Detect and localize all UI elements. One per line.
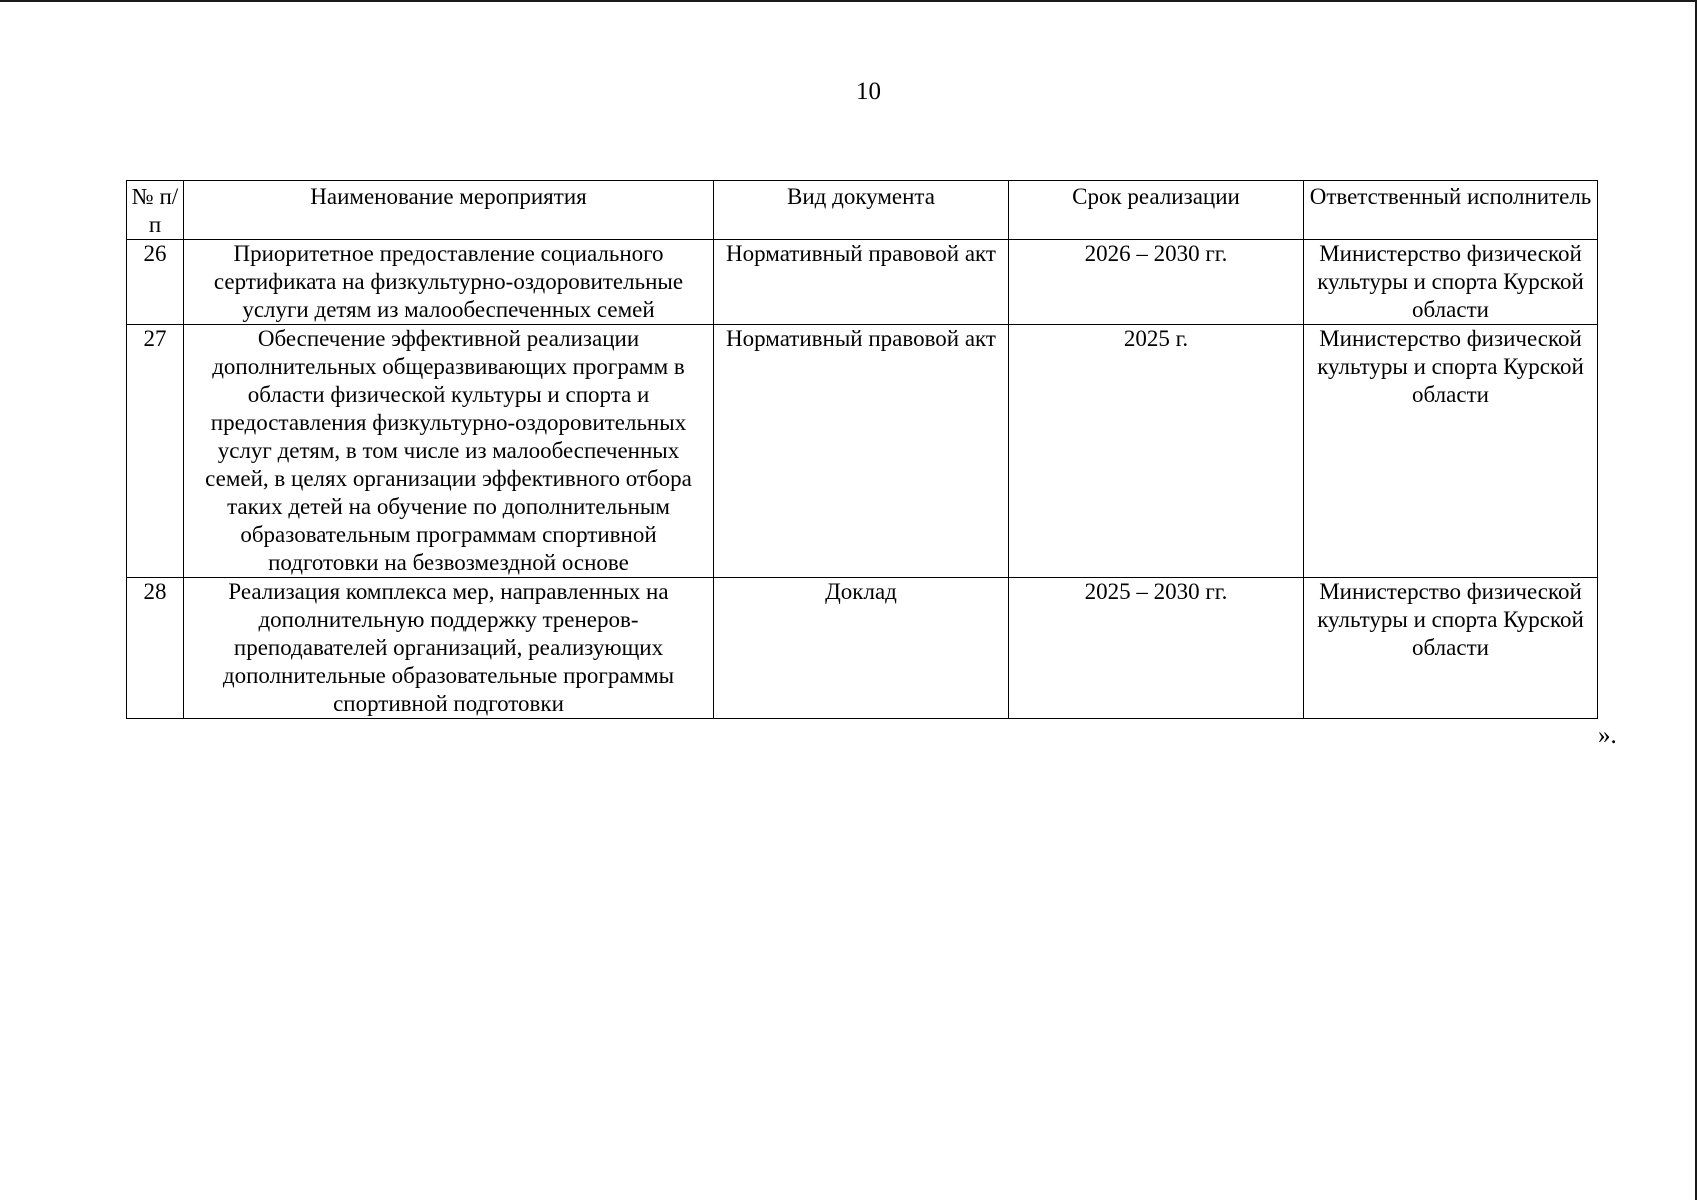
row-number: 28 xyxy=(127,578,184,719)
page-number: 10 xyxy=(856,78,881,105)
closing-quote-mark: ». xyxy=(1598,722,1617,749)
header-measure-name: Наименование мероприятия xyxy=(184,181,714,240)
implementation-term: 2025 г. xyxy=(1009,325,1304,578)
table-row xyxy=(127,578,1598,719)
row-number: 27 xyxy=(127,325,184,578)
header-responsible: Ответственный исполнитель xyxy=(1304,181,1598,240)
measures-table xyxy=(126,180,1598,719)
measure-name: Обеспечение эффективной реализации дополнительных общеразвивающих программ в области физической культуры и спорта и предоставления физкультурно-оздоровительных услуг детям, в том числе из малообеспеченных семей, в целях организации эффективного отбора таких детей на обучение по дополнительным образовательным программам спортивной подготовки на безвозмездной основе xyxy=(184,325,714,578)
responsible-executor: Министерство физической культуры и спорта Курской области xyxy=(1304,578,1598,719)
header-document-type: Вид документа xyxy=(714,181,1009,240)
responsible-executor: Министерство физической культуры и спорта Курской области xyxy=(1304,240,1598,325)
table-header-row xyxy=(127,181,1598,240)
implementation-term: 2026 – 2030 гг. xyxy=(1009,240,1304,325)
table-row xyxy=(127,240,1598,325)
measure-name: Приоритетное предоставление социального сертификата на физкультурно-оздоровительные услуги детям из малообеспеченных семей xyxy=(184,240,714,325)
row-number: 26 xyxy=(127,240,184,325)
header-term: Срок реализации xyxy=(1009,181,1304,240)
scan-border-top xyxy=(0,0,1697,2)
implementation-term: 2025 – 2030 гг. xyxy=(1009,578,1304,719)
table-row xyxy=(127,325,1598,578)
document-type: Нормативный правовой акт xyxy=(714,240,1009,325)
measure-name: Реализация комплекса мер, направленных на дополнительную поддержку тренеров-преподавателей организаций, реализующих дополнительные образовательные программы спортивной подготовки xyxy=(184,578,714,719)
responsible-executor: Министерство физической культуры и спорта Курской области xyxy=(1304,325,1598,578)
document-type: Доклад xyxy=(714,578,1009,719)
header-number: № п/п xyxy=(127,181,184,240)
document-type: Нормативный правовой акт xyxy=(714,325,1009,578)
